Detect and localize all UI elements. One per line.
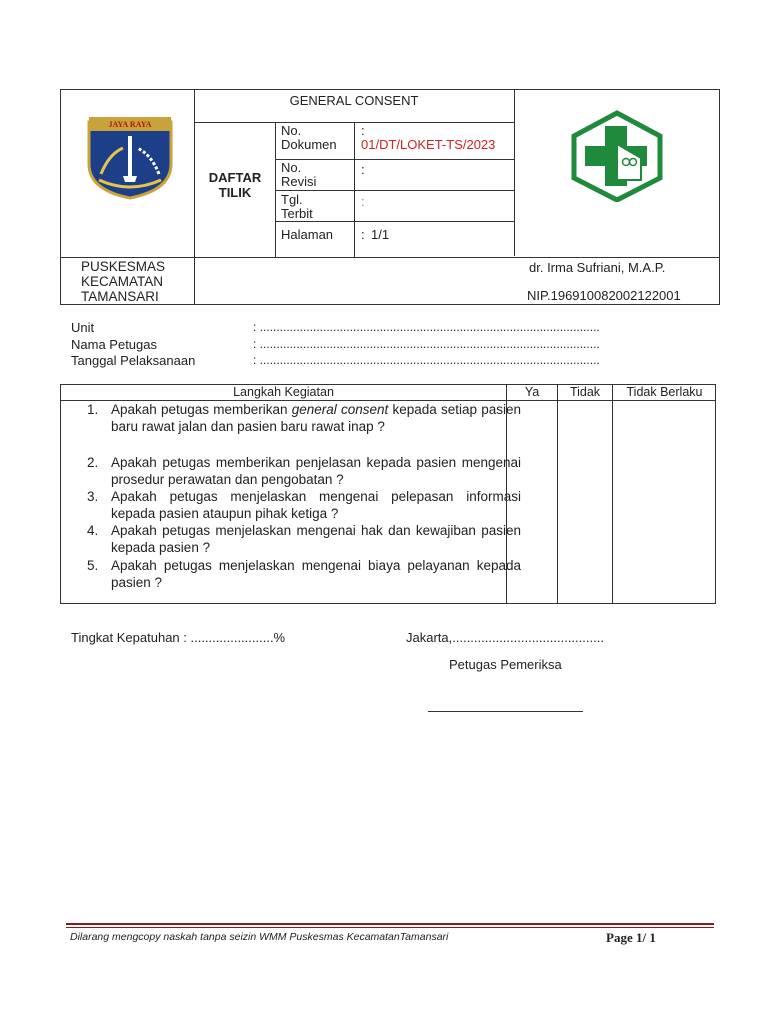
footer-disclaimer: Dilarang mengcopy naskah tanpa seizin WMM Puskesmas KecamatanTamansari [70,931,449,943]
footer-rule [66,923,714,925]
org-name-line1: PUSKESMAS [81,259,166,274]
item-text: Apakah petugas menjelaskan mengenai hak dan kewajiban pasien kepada pasien ? [111,523,521,555]
page-colon: : [361,227,365,242]
checklist-item [87,488,521,522]
col-header-activity: Langkah Kegiatan [233,385,334,399]
doc-number-colon: : [361,123,365,138]
item-text: Apakah petugas memberikan penjelasan kepada pasien mengenai prosedur perawatan dan pengobatan ? [111,455,521,487]
item-text: Apakah petugas menjelaskan mengenai pelepasan informasi kepada pasien ataupun pihak ketiga ? [111,489,521,521]
checklist-item [87,454,521,488]
compliance-level[interactable]: Tingkat Kepatuhan : .......................% [71,630,286,645]
signer-name: dr. Irma Sufriani, M.A.P. [529,260,666,275]
svg-text:JAYA RAYA: JAYA RAYA [108,120,152,129]
item-text: Apakah petugas memberikan general consent kepada setiap pasien baru rawat jalan dan pasien baru rawat inap ? [111,402,521,434]
issue-date-colon: : [361,194,365,209]
doc-number-label-1: No. [281,123,302,138]
checklist-item [87,401,521,435]
document-type-line2: TILIK [218,185,252,200]
footer-rule-thin [66,927,714,928]
document-type-line1: DAFTAR [208,170,262,185]
examiner-label: Petugas Pemeriksa [449,657,562,672]
item-number: 2. [87,455,99,470]
issue-date-label-1: Tgl. [281,192,303,207]
item-number: 4. [87,523,99,538]
col-header-yes: Ya [524,385,540,399]
item-number: 5. [87,558,99,573]
doc-number-value: 01/DT/LOKET-TS/2023 [361,137,496,152]
org-name-line2: KECAMATAN [81,274,164,289]
checklist-table [60,384,716,604]
org-name-line3: TAMANSARI [81,289,159,304]
revision-colon: : [361,162,365,177]
col-header-not-applicable: Tidak Berlaku [626,385,703,399]
officer-name-value[interactable]: : ...................................................................................................... [253,337,600,351]
footer-page-number: Page 1/ 1 [606,930,656,945]
item-number: 1. [87,402,99,417]
checklist-item [87,522,521,556]
jaya-raya-emblem [85,114,175,200]
item-number: 3. [87,489,99,504]
unit-value[interactable]: : ...................................................................................................... [253,320,600,334]
signature-line[interactable] [428,711,583,712]
document-title: GENERAL CONSENT [289,93,419,108]
place-date[interactable]: Jakarta,.......................................... [406,630,604,645]
document-header-table [60,89,720,305]
revision-label-1: No. [281,160,302,175]
doc-number-label-2: Dokumen [281,137,337,152]
execution-date-label: Tanggal Pelaksanaan [71,353,196,368]
checklist-item [87,557,521,591]
puskesmas-logo [569,110,665,202]
issue-date-label-2: Terbit [281,206,313,221]
unit-label: Unit [71,320,95,335]
page-value: 1/1 [371,227,390,242]
page-label: Halaman [281,227,334,242]
revision-label-2: Revisi [281,174,317,189]
signer-nip: NIP.196910082002122001 [527,288,681,303]
col-header-no: Tidak [569,385,601,399]
item-text: Apakah petugas menjelaskan mengenai biaya pelayanan kepada pasien ? [111,558,521,590]
officer-name-label: Nama Petugas [71,337,157,352]
execution-date-value[interactable]: : ...................................................................................................... [253,353,600,367]
